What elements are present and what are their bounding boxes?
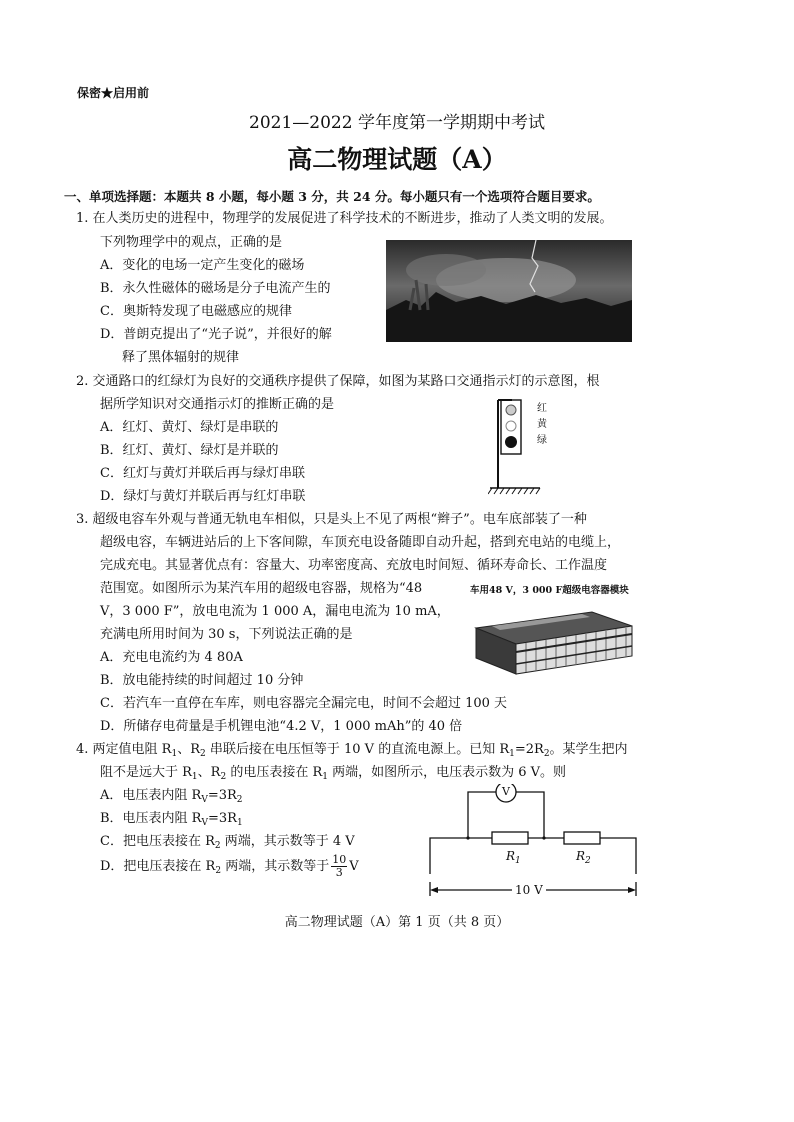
r2-label: $R_2$ [576,849,591,866]
q2-option-a: A．红灯、黄灯、绿灯是串联的 [100,420,279,435]
q3-stem: 3. 超级电容车外观与普通无轨电车相似，只是头上不见了两根“辫子”。电车底部装了一种 [76,512,587,527]
q3-option-b: B．放电能持续的时间超过 10 分钟 [100,673,304,688]
page-footer: 高二物理试题（A）第 1 页（共 8 页） [284,915,510,930]
q1-stem: 1. 在人类历史的进程中，物理学的发展促进了科学技术的不断进步，推动了人类文明的发展。 [76,211,613,226]
lightning-photo [386,240,632,342]
q2-option-c: C．红灯与黄灯并联后再与绿灯串联 [100,466,305,481]
q2-stem: 2. 交通路口的红绿灯为良好的交通秩序提供了保障，如图为某路口交通指示灯的示意图，根 [76,374,600,389]
q4-stem-2: 阻不是远大于 $R_1$、$R_2$ 的电压表接在 $R_1$ 两端，如图所示，电压表示数为 6 V。则 [100,765,567,782]
q1-option-d-cont: 释了黑体辐射的规律 [122,350,240,365]
voltmeter-icon: V [502,785,510,798]
light-label-green: 绿 [537,435,547,446]
light-label-yellow: 黄 [537,419,547,430]
capacitor-caption: 车用48 V，3 000 F超级电容器模块 [470,585,629,596]
q4-option-d: D．把电压表接在 $R_2$ 两端，其示数等于 $\frac{10}{3}$ V [100,853,359,879]
q1-option-b: B．永久性磁体的磁场是分子电流产生的 [100,281,331,296]
q3-option-c: C．若汽车一直停在车库，则电容器完全漏完电，时间不会超过 100 天 [100,696,508,711]
section-heading: 一、单项选择题：本题共 8 小题，每小题 3 分，共 24 分。每小题只有一个选项符合题目要求。 [64,189,600,204]
q2-stem-2: 据所学知识对交通指示灯的推断正确的是 [100,397,335,412]
exam-name: 2021—2022 学年度第一学期期中考试 [249,113,545,133]
q4-option-a: A．电压表内阻 $R_V=3R_2$ [100,788,243,805]
supply-voltage-label: 10 V [512,881,546,899]
confidential-label: 保密★启用前 [77,86,150,100]
r1-label: $R_1$ [506,849,521,866]
q1-stem-2: 下列物理学中的观点，正确的是 [100,235,283,250]
q1-option-d: D．普朗克提出了“光子说”，并很好的解 [100,327,332,342]
q3-stem-2: 超级电容，车辆进站后的上下客间隙，车顶充电设备随即自动升起，搭到充电站的电缆上， [100,535,621,550]
q1-option-c: C．奥斯特发现了电磁感应的规律 [100,304,292,319]
q3-option-d: D．所储存电荷量是手机锂电池“4.2 V，1 000 mAh”的 40 倍 [100,719,463,734]
light-label-red: 红 [537,403,547,414]
q3-option-a: A．充电电流约为 4 80A [100,650,243,665]
q3-stem-3: 完成充电。其显著优点有：容量大、功率密度高、充放电时间短、循环寿命长、工作温度 [100,558,608,573]
q3-stem-4: 范围宽。如图所示为某汽车用的超级电容器，规格为“48 [100,581,423,596]
fraction: $\frac{10}{3}$ [332,853,347,879]
q1-option-a: A．变化的电场一定产生变化的磁场 [100,258,305,273]
q4-stem: 4. 两定值电阻 $R_1$、$R_2$ 串联后接在电压恒等于 10 V 的直流电源上。已知 $R_1=2R_2$。某学生把内 [76,742,628,759]
q2-option-d: D．绿灯与黄灯并联后再与红灯串联 [100,489,306,504]
capacitor-module-photo [472,604,634,676]
q4-option-b: B．电压表内阻 $R_V=3R_1$ [100,811,243,828]
q3-stem-6: 充满电所用时间为 30 s，下列说法正确的是 [100,627,353,642]
page-title: 高二物理试题（A） [287,145,507,174]
q3-stem-5: V，3 000 F”，放电电流为 1 000 A，漏电电流为 10 mA， [100,604,450,619]
q4-option-c: C．把电压表接在 $R_2$ 两端，其示数等于 4 V [100,834,355,851]
q2-option-b: B．红灯、黄灯、绿灯是并联的 [100,443,279,458]
